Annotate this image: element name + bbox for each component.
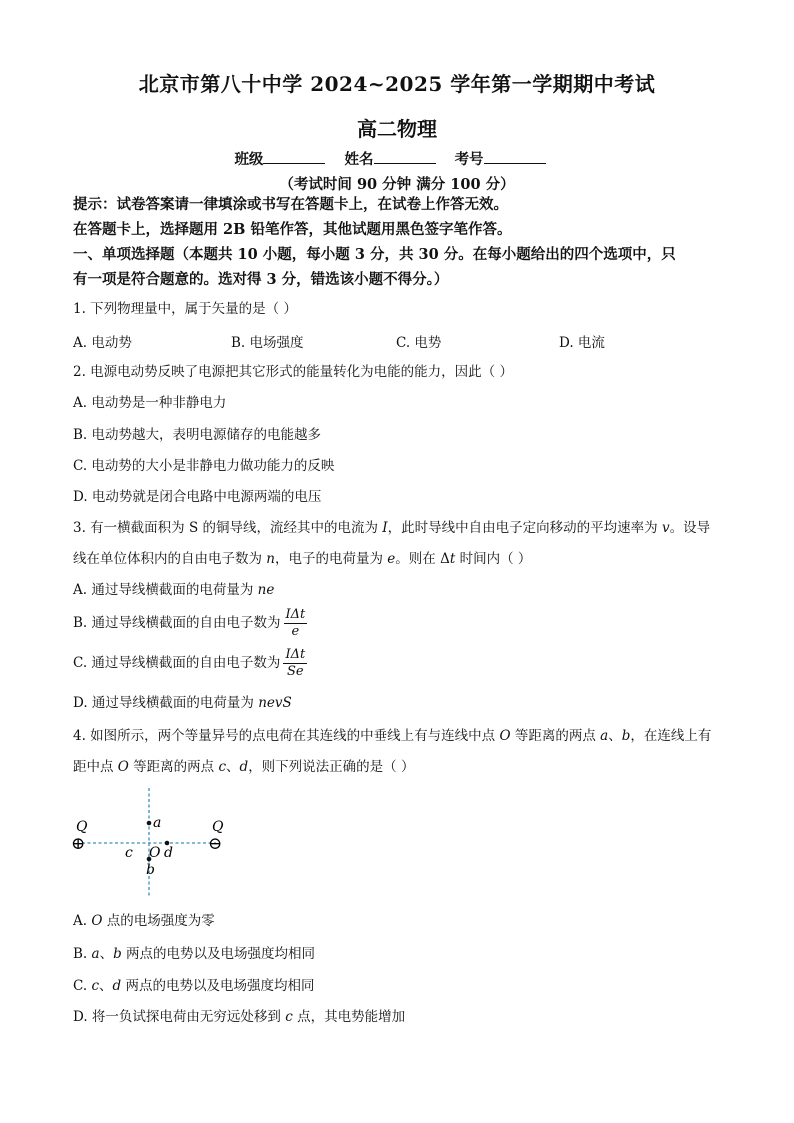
positive-charge-icon: ⊕ [71,834,86,854]
id-blank [484,149,546,164]
q3-option-b-fraction [284,607,308,640]
q1-option-c: C. 电势 [396,335,442,351]
q3-option-c-fraction [283,647,307,680]
q3-option-a [73,580,733,600]
q1-stem: 1. 下列物理量中，属于矢量的是（ ） [73,301,297,317]
var-I: I [382,520,388,536]
q3-text: 。则在 Δ [395,551,450,567]
q4-text: 、 [99,978,113,994]
var-O: O [117,759,129,775]
q3-text: 3. 有一横截面积为 S 的铜导线，流经其中的电流为 [73,520,383,536]
var-b: b [113,946,122,962]
q4-text: 、 [99,946,114,962]
q4-text: 两点的电势以及电场强度均相同 [121,946,316,962]
q2-option-c: C. 电动势的大小是非静电力做功能力的反映 [73,458,335,474]
q2-option-a: A. 电动势是一种非静电力 [73,395,227,411]
q4-option-b [73,944,733,964]
q3-text: ，此时导线中自由电子定向移动的平均速率为 [387,520,662,536]
var-d: d [239,759,249,775]
q3-option-b [73,606,733,640]
var-b: b [621,728,631,744]
var-e: e [387,551,396,567]
point-a-label: a [153,815,162,831]
var-a: a [91,946,100,962]
var-v: v [661,520,670,536]
var-d: d [112,978,122,994]
q3-text: ，电子的电荷量为 [275,551,388,567]
q1-option-d: D. 电流 [559,335,605,351]
notice-line-2: 在答题卡上，选择题用 2B 铅笔作答，其他试题用黑色签字笔作答。 [73,221,512,238]
q1-option-b: B. 电场强度 [231,335,304,351]
q4-text: 距中点 [73,759,118,775]
exam-time-info: （考试时间 90 分钟 满分 100 分） [279,176,515,193]
q3-text: 。设导 [669,520,711,536]
point-c-label: c [125,845,133,861]
q4-text: ，在连线上有 [630,728,712,744]
var-t: t [449,551,456,567]
var-n: n [266,551,275,567]
q4-text: 、 [226,759,240,775]
q2-stem: 2. 电源电动势反映了电源把其它形式的能量转化为电能的能力，因此（ ） [73,364,513,380]
var-c: c [91,978,99,994]
name-blank [374,149,436,164]
right-charge-label: Q [212,819,224,835]
var-c: c [218,759,227,775]
student-info-row [0,148,794,169]
fraction-denominator: Se [287,664,304,679]
q4-stem-line-1 [73,726,733,746]
q4-text: 点的电场强度为零 [102,913,215,929]
q4-option-d [73,1007,733,1027]
q3-option-c-text: C. 通过导线横截面的自由电子数为 [73,655,281,671]
q4-text: 点，其电势能增加 [292,1009,406,1025]
var-c: c [285,1009,293,1025]
q3-option-c [73,646,733,680]
q4-text: 4. 如图所示，两个等量异号的点电荷在其连线的中垂线上有与连线中点 [73,728,500,744]
q4-text: 、 [608,728,622,744]
q3-option-a-text: A. 通过导线横截面的电荷量为 [73,582,258,598]
q2-option-b: B. 电动势越大，表明电源储存的电能越多 [73,427,322,443]
exam-subject: 高二物理 [357,117,437,141]
var-O: O [499,728,511,744]
q3-stem-line-2 [73,549,733,569]
q3-option-b-text: B. 通过导线横截面的自由电子数为 [73,615,281,631]
class-blank [263,149,325,164]
q3-text: 时间内（ ） [455,551,532,567]
q3-option-d [73,693,733,713]
q3-stem-line-1 [73,518,733,538]
point-b-label: b [146,862,155,878]
q4-text: C. [73,978,92,994]
var-a: a [600,728,609,744]
q2-option-d: D. 电动势就是闭合电路中电源两端的电压 [73,489,322,505]
q1-option-a: A. 电动势 [73,335,132,351]
q4-option-a [73,911,733,931]
fraction-denominator: e [291,624,300,639]
q4-text: 等距离的两点 [510,728,601,744]
fraction-numerator: IΔt [285,647,306,662]
section-1-heading-cont: 有一项是符合题意的。选对得 3 分，错选该小题不得分。） [73,271,449,288]
negative-charge-icon: ⊖ [208,834,223,854]
left-charge-label: Q [76,819,88,835]
class-label: 班级 [234,151,264,168]
q4-text: 两点的电势以及电场强度均相同 [121,978,315,994]
q4-stem-line-2 [73,757,733,777]
q3-text: 线在单位体积内的自由电子数为 [73,551,267,567]
point-O-label: O [149,845,161,861]
q4-text: A. [73,913,92,929]
point-a-dot [147,821,152,826]
exam-title: 北京市第八十中学 2024~2025 学年第一学期期中考试 [138,72,656,96]
q4-charge-figure [60,785,250,900]
q4-text: D. 将一负试探电荷由无穷远处移到 [73,1009,286,1025]
q4-text: ，则下列说法正确的是（ ） [248,759,415,775]
q3-option-d-text: D. 通过导线横截面的电荷量为 [73,695,259,711]
q3-option-a-expr: ne [257,582,275,598]
q3-option-d-expr: nevS [258,695,292,711]
id-label: 考号 [454,151,484,168]
name-label: 姓名 [344,151,374,168]
var-O: O [91,913,103,929]
notice-line-1: 提示：试卷答案请一律填涂或书写在答题卡上，在试卷上作答无效。 [73,196,508,213]
q4-option-c [73,976,733,996]
section-1-heading: 一、单项选择题（本题共 10 小题，每小题 3 分，共 30 分。在每小题给出的四个选项中，只 [73,246,676,263]
q4-text: B. [73,946,92,962]
point-d-label: d [164,845,173,861]
fraction-numerator: IΔt [285,607,306,622]
q4-text: 等距离的两点 [128,759,219,775]
